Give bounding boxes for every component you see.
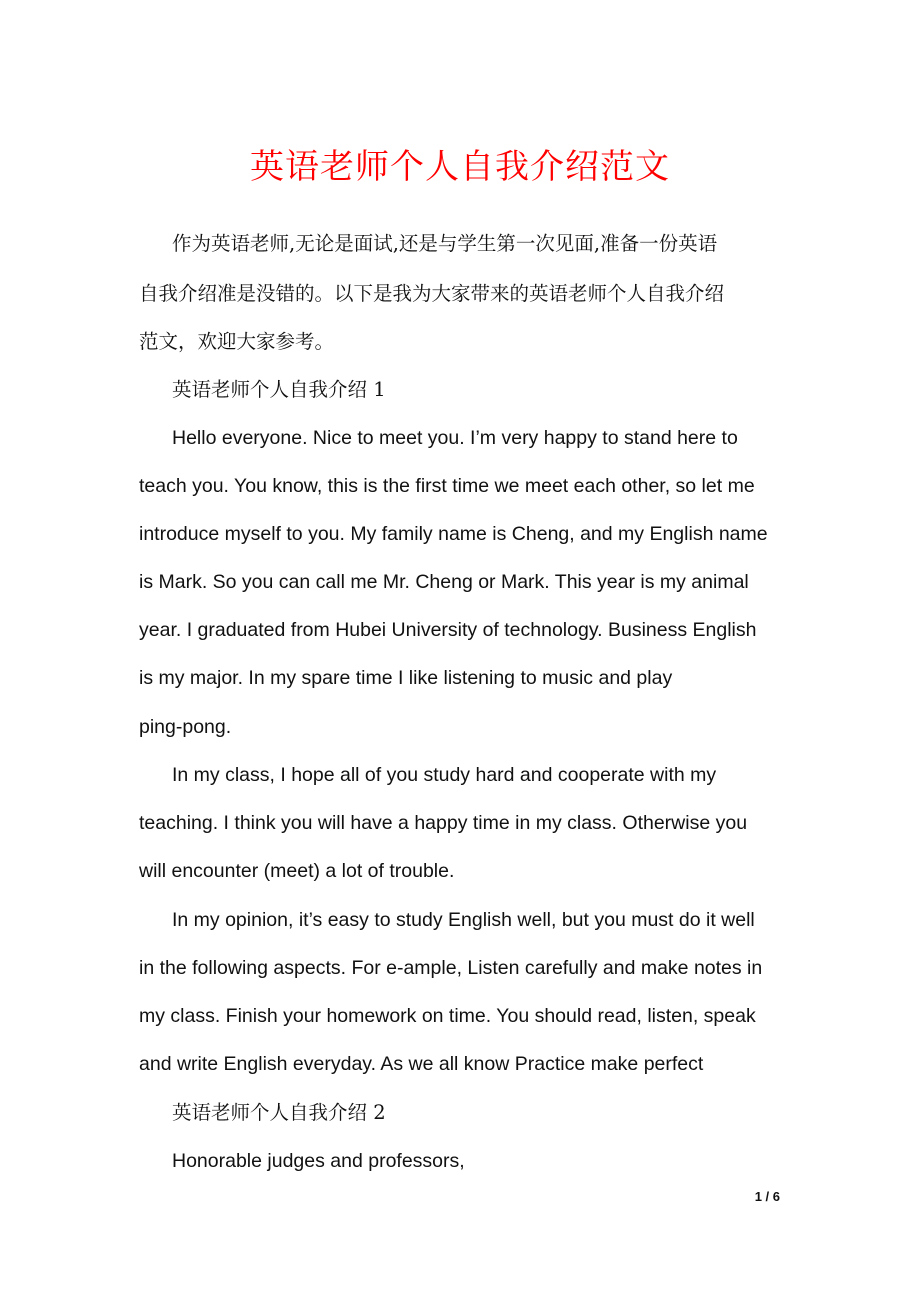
paragraph-line: is Mark. So you can call me Mr. Cheng or Mark. This year is my animal <box>139 571 749 593</box>
intro-line: 作为英语老师,无论是面试,还是与学生第一次见面,准备一份英语 <box>172 232 718 255</box>
paragraph-line: and write English everyday. As we all know Practice make perfect <box>139 1053 704 1075</box>
paragraph-line: Hello everyone. Nice to meet you. I’m very happy to stand here to <box>172 427 738 449</box>
document-title: 英语老师个人自我介绍范文 <box>250 147 670 187</box>
paragraph-line: is my major. In my spare time I like listening to music and play <box>139 667 673 689</box>
paragraph-line: year. I graduated from Hubei University of technology. Business English <box>139 619 757 641</box>
paragraph-line: Honorable judges and professors, <box>172 1150 465 1172</box>
paragraph-line: introduce myself to you. My family name is Cheng, and my English name <box>139 523 768 545</box>
paragraph-line: In my opinion, it’s easy to study English well, but you must do it well <box>172 909 755 931</box>
page-number: 1 / 6 <box>754 1189 780 1204</box>
paragraph-line: will encounter (meet) a lot of trouble. <box>139 860 455 882</box>
paragraph-line: teaching. I think you will have a happy time in my class. Otherwise you <box>139 812 748 834</box>
intro-line: 范文，欢迎大家参考。 <box>139 330 335 353</box>
paragraph-line: ping-pong. <box>139 716 232 738</box>
intro-line: 自我介绍准是没错的。以下是我为大家带来的英语老师个人自我介绍 <box>139 282 725 305</box>
paragraph-line: In my class, I hope all of you study hard and cooperate with my <box>172 764 717 786</box>
paragraph-line: teach you. You know, this is the first time we meet each other, so let me <box>139 475 755 497</box>
section-heading-2: 英语老师个人自我介绍 2 <box>172 1101 386 1124</box>
paragraph-line: in the following aspects. For e-ample, Listen carefully and make notes in <box>139 957 763 979</box>
section-heading-1: 英语老师个人自我介绍 1 <box>172 378 386 401</box>
paragraph-line: my class. Finish your homework on time. You should read, listen, speak <box>139 1005 756 1027</box>
